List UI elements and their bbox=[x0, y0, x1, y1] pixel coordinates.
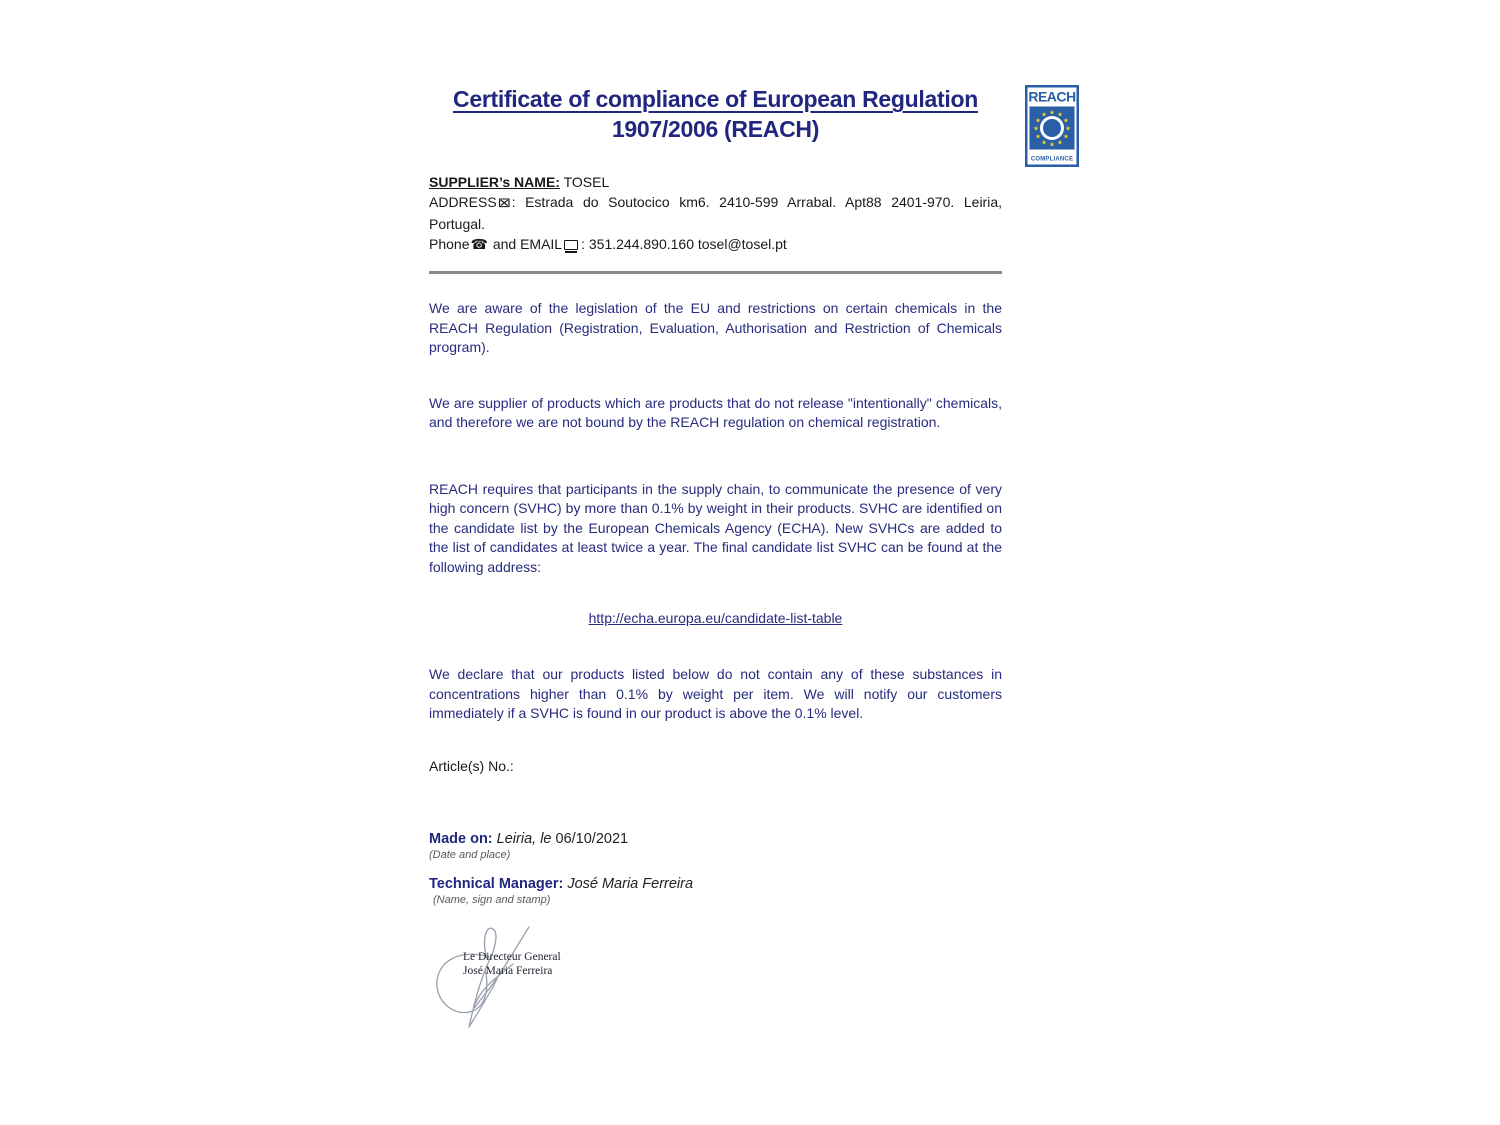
svg-text:★: ★ bbox=[1065, 124, 1071, 133]
document-title bbox=[429, 84, 1002, 144]
technical-manager-label: Technical Manager: bbox=[429, 875, 564, 892]
article-number-label: Article(s) No.: bbox=[429, 757, 514, 774]
document-title-line-1: Certificate of compliance of European Regulation bbox=[453, 86, 978, 112]
svg-text:★: ★ bbox=[1062, 132, 1069, 141]
svg-text:★: ★ bbox=[1057, 110, 1063, 119]
supplier-name-label: SUPPLIER’s NAME: bbox=[429, 174, 560, 190]
date-place-note: (Date and place) bbox=[429, 848, 511, 861]
logo-reach-text: REACH bbox=[1028, 88, 1076, 105]
envelope-icon: ⊠ bbox=[497, 196, 511, 211]
reach-logo-graphic bbox=[1025, 85, 1079, 167]
svg-text:★: ★ bbox=[1041, 110, 1047, 119]
candidate-list-link[interactable]: http://echa.europa.eu/candidate-list-table bbox=[588, 610, 843, 626]
signature-name: José Maria Ferreira bbox=[463, 964, 553, 977]
svg-text:★: ★ bbox=[1049, 108, 1055, 117]
paragraph-reach-awareness: We are aware of the legislation of the EU and restrictions on certain chemicals in the REACH Regulation (Registration, Evaluation, Authorisation and Restriction of Chemicals program). bbox=[429, 300, 1002, 355]
computer-icon bbox=[564, 240, 578, 250]
technical-manager-line bbox=[429, 876, 1002, 892]
logo-compliance-text: COMPLIANCE bbox=[1030, 156, 1074, 163]
supplier-address-line bbox=[429, 192, 1002, 234]
svg-text:★: ★ bbox=[1033, 124, 1039, 133]
paragraph-declaration: We declare that our products listed below do not contain any of these substances in concentrations higher than 0.1% by weight per item. We will notify our customers immediately if a SVHC is found in our product is above the 0.1% level. bbox=[429, 666, 1002, 721]
svg-text:★: ★ bbox=[1035, 116, 1042, 125]
supplier-info-block bbox=[429, 172, 1002, 255]
address-label: ADDRESS bbox=[429, 194, 497, 210]
document-title-line-2: 1907/2006 (REACH) bbox=[611, 116, 820, 142]
supplier-contact-line bbox=[429, 234, 1002, 255]
technical-manager-value: José Maria Ferreira bbox=[563, 875, 694, 892]
contact-value: : 351.244.890.160 tosel@tosel.pt bbox=[581, 236, 787, 252]
candidate-list-link-row bbox=[429, 610, 1002, 628]
svg-text:★: ★ bbox=[1062, 116, 1069, 125]
name-sign-stamp-note: (Name, sign and stamp) bbox=[433, 893, 551, 906]
email-label: and EMAIL bbox=[488, 236, 563, 252]
section-divider bbox=[429, 271, 1002, 274]
made-on-date: 06/10/2021 bbox=[551, 830, 629, 847]
svg-text:★: ★ bbox=[1057, 138, 1063, 147]
supplier-name-line bbox=[429, 172, 1002, 192]
svg-text:★: ★ bbox=[1049, 140, 1055, 149]
svg-text:★: ★ bbox=[1041, 138, 1047, 147]
paragraph-svhc-requirements: REACH requires that participants in the supply chain, to communicate the presence of very high concern (SVHC) by more than 0.1% by weight in their products. SVHC are identified on the candidate list by the European Chemicals Agency (ECHA). New SVHCs are added to the list of candidates at least twice a year. The final candidate list SVHC can be found at the following address: bbox=[429, 480, 1002, 575]
signature-scribble bbox=[429, 923, 559, 1035]
made-on-line bbox=[429, 831, 1002, 847]
phone-icon: ☎ bbox=[470, 237, 488, 253]
phone-label: Phone bbox=[429, 236, 470, 252]
paragraph-supplier-statement: We are supplier of products which are products that do not release "intentionally" chemicals, and therefore we are not bound by the REACH regulation on chemical registration. bbox=[429, 394, 1002, 430]
svg-text:★: ★ bbox=[1035, 132, 1042, 141]
made-on-label: Made on: bbox=[429, 830, 493, 847]
signature-block bbox=[429, 923, 1002, 1035]
signature-title: Le Directeur General bbox=[463, 950, 561, 963]
made-on-place: Leiria, le bbox=[492, 830, 552, 847]
supplier-name-value: TOSEL bbox=[559, 174, 610, 190]
address-value: : Estrada do Soutocico km6. 2410-599 Arrabal. Apt88 2401-970. Leiria, Portugal. bbox=[429, 194, 1002, 232]
signature-text bbox=[463, 950, 561, 978]
reach-compliance-logo bbox=[1025, 85, 1079, 167]
